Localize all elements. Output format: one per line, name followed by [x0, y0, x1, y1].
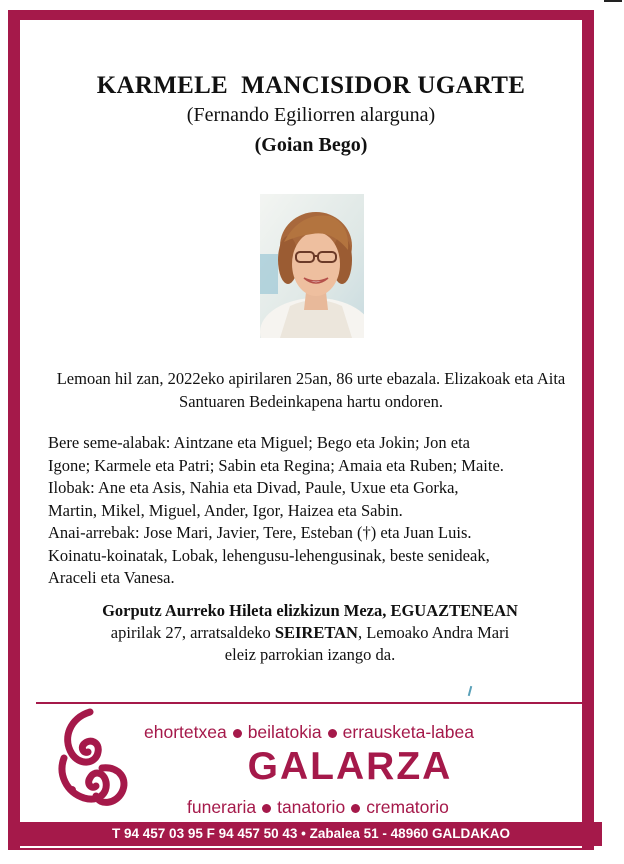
- service-label: ehortetxea: [144, 722, 227, 742]
- services-spanish: [187, 797, 449, 818]
- death-notice-text: Lemoan hil zan, 2022eko apirilaren 25an, 86 urte ebazala. Elizakoak eta Aita Santuaren Bedeinkapena hartu ondoren.: [56, 369, 566, 411]
- family-line: Koinatu-koinatak, Lobak, lehengusu-lehengusinak, beste senideak,: [48, 545, 490, 565]
- family-line: Igone; Karmele eta Patri; Sabin eta Regina; Amaia eta Ruben; Maite.: [48, 455, 504, 475]
- service-label: crematorio: [366, 797, 449, 817]
- family-line: Ilobak: Ane eta Asis, Nahia eta Divad, Paule, Uxue eta Gorka,: [48, 478, 459, 497]
- galarza-logo-icon: [56, 708, 132, 812]
- family-list: [48, 432, 588, 590]
- funeral-text: eleiz parrokian izango da.: [224, 645, 396, 664]
- divider: [36, 702, 584, 704]
- service-label: errausketa-labea: [342, 722, 474, 742]
- deceased-name: KARMELE MANCISIDOR UGARTE: [96, 72, 526, 99]
- funeral-time: SEIRETAN: [274, 623, 358, 642]
- service-label: beilatokia: [247, 722, 322, 742]
- funeral-announcement: [30, 600, 590, 666]
- brand-name: GALARZA: [247, 745, 453, 788]
- family-line: Bere seme-alabak: Aintzane eta Miguel; Bego eta Jokin; Jon eta: [48, 433, 470, 452]
- deceased-subtitle: (Fernando Egiliorren alarguna): [186, 104, 436, 126]
- portrait-photo: [260, 194, 364, 338]
- deceased-nickname: (Goian Bego): [254, 134, 368, 156]
- bullet-icon: [351, 804, 360, 813]
- family-line: Martin, Mikel, Miguel, Ander, Igor, Haizea eta Sabin.: [48, 500, 403, 520]
- funeral-text: , Lemoako Andra Mari: [357, 623, 510, 642]
- funeral-day: EGUAZTENEAN: [390, 601, 518, 620]
- bullet-icon: [262, 804, 271, 813]
- contact-bar: T 94 457 03 95 F 94 457 50 43 • Zabalea 51 - 48960 GALDAKAO: [20, 822, 602, 846]
- funeral-text: Gorputz Aurreko Hileta elizkizun Meza,: [102, 601, 391, 620]
- services-basque: [144, 722, 474, 743]
- service-label: funeraria: [187, 797, 257, 817]
- bullet-icon: [328, 729, 337, 738]
- bullet-icon: [233, 729, 242, 738]
- family-line: Anai-arrebak: Jose Mari, Javier, Tere, Esteban (†) eta Juan Luis.: [48, 523, 472, 542]
- scan-corner-mark: [604, 0, 622, 2]
- funeral-text: apirilak 27, arratsaldeko: [110, 623, 275, 642]
- family-line: Araceli eta Vanesa.: [48, 568, 175, 587]
- service-label: tanatorio: [277, 797, 346, 817]
